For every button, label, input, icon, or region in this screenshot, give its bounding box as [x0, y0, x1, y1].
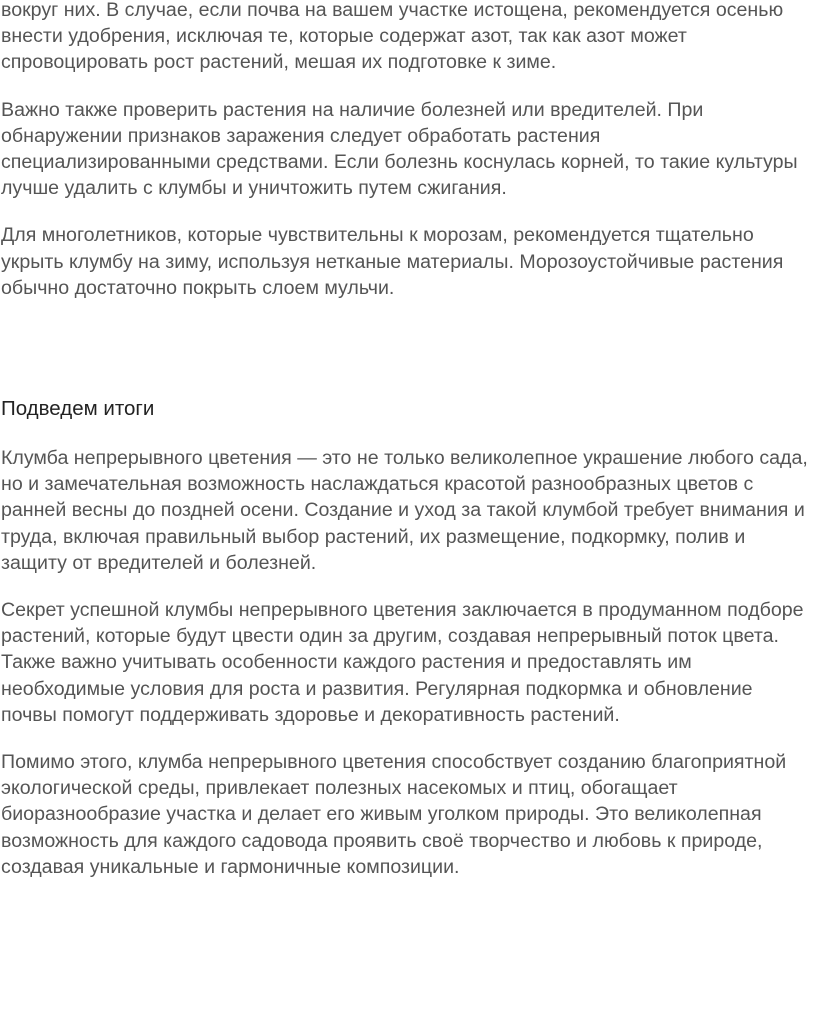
paragraph-diseases: Важно также проверить растения на наличие болезней или вредителей. При обнаружении признаков заражения следует обработать растения специализированными средствами. Если болезнь коснулась корней, то такие культуры лучше удалить с клумбы и уничтожить путем сжигания.	[1, 98, 798, 200]
paragraph-summary-ecology: Помимо этого, клумба непрерывного цветения способствует созданию благоприятной экологической среды, привлекает полезных насекомых и птиц, обогащает биоразнообразие участка и делает его живым уголком природы. Это великолепная возможность для каждого садовода проявить своё творчество и любовь к природе, создавая уникальные и гармоничные композиции.	[1, 751, 787, 878]
paragraph-winter-cover: Для многолетников, которые чувствительны к морозам, рекомендуется тщательно укрыть клумбу на зиму, используя нетканые материалы. Морозоустойчивые растения обычно достаточно покрыть слоем мульчи.	[1, 224, 784, 299]
paragraph-fertilizer: вокруг них. В случае, если почва на вашем участке истощена, рекомендуется осенью внести удобрения, исключая те, которые содержат азот, так как азот может спровоцировать рост растений, мешая их подготовке к зиме.	[1, 0, 784, 74]
paragraph-summary-secret: Секрет успешной клумбы непрерывного цветения заключается в продуманном подборе растений, которые будут цвести один за другим, создавая непрерывный поток цвета. Также важно учитывать особенности каждого растения и предоставлять им необходимые условия для роста и развития. Регулярная подкормка и обновление почвы помогут поддерживать здоровье и декоративность растений.	[1, 599, 804, 726]
section-heading-summary: Подведем итоги	[1, 397, 155, 421]
paragraph-summary-intro: Клумба непрерывного цветения — это не только великолепное украшение любого сада, но и замечательная возможность наслаждаться красотой разнообразных цветов с ранней весны до поздней осени. Создание и уход за такой клумбой требует внимания и труда, включая правильный выбор растений, их размещение, подкормку, полив и защиту от вредителей и болезней.	[1, 447, 808, 574]
